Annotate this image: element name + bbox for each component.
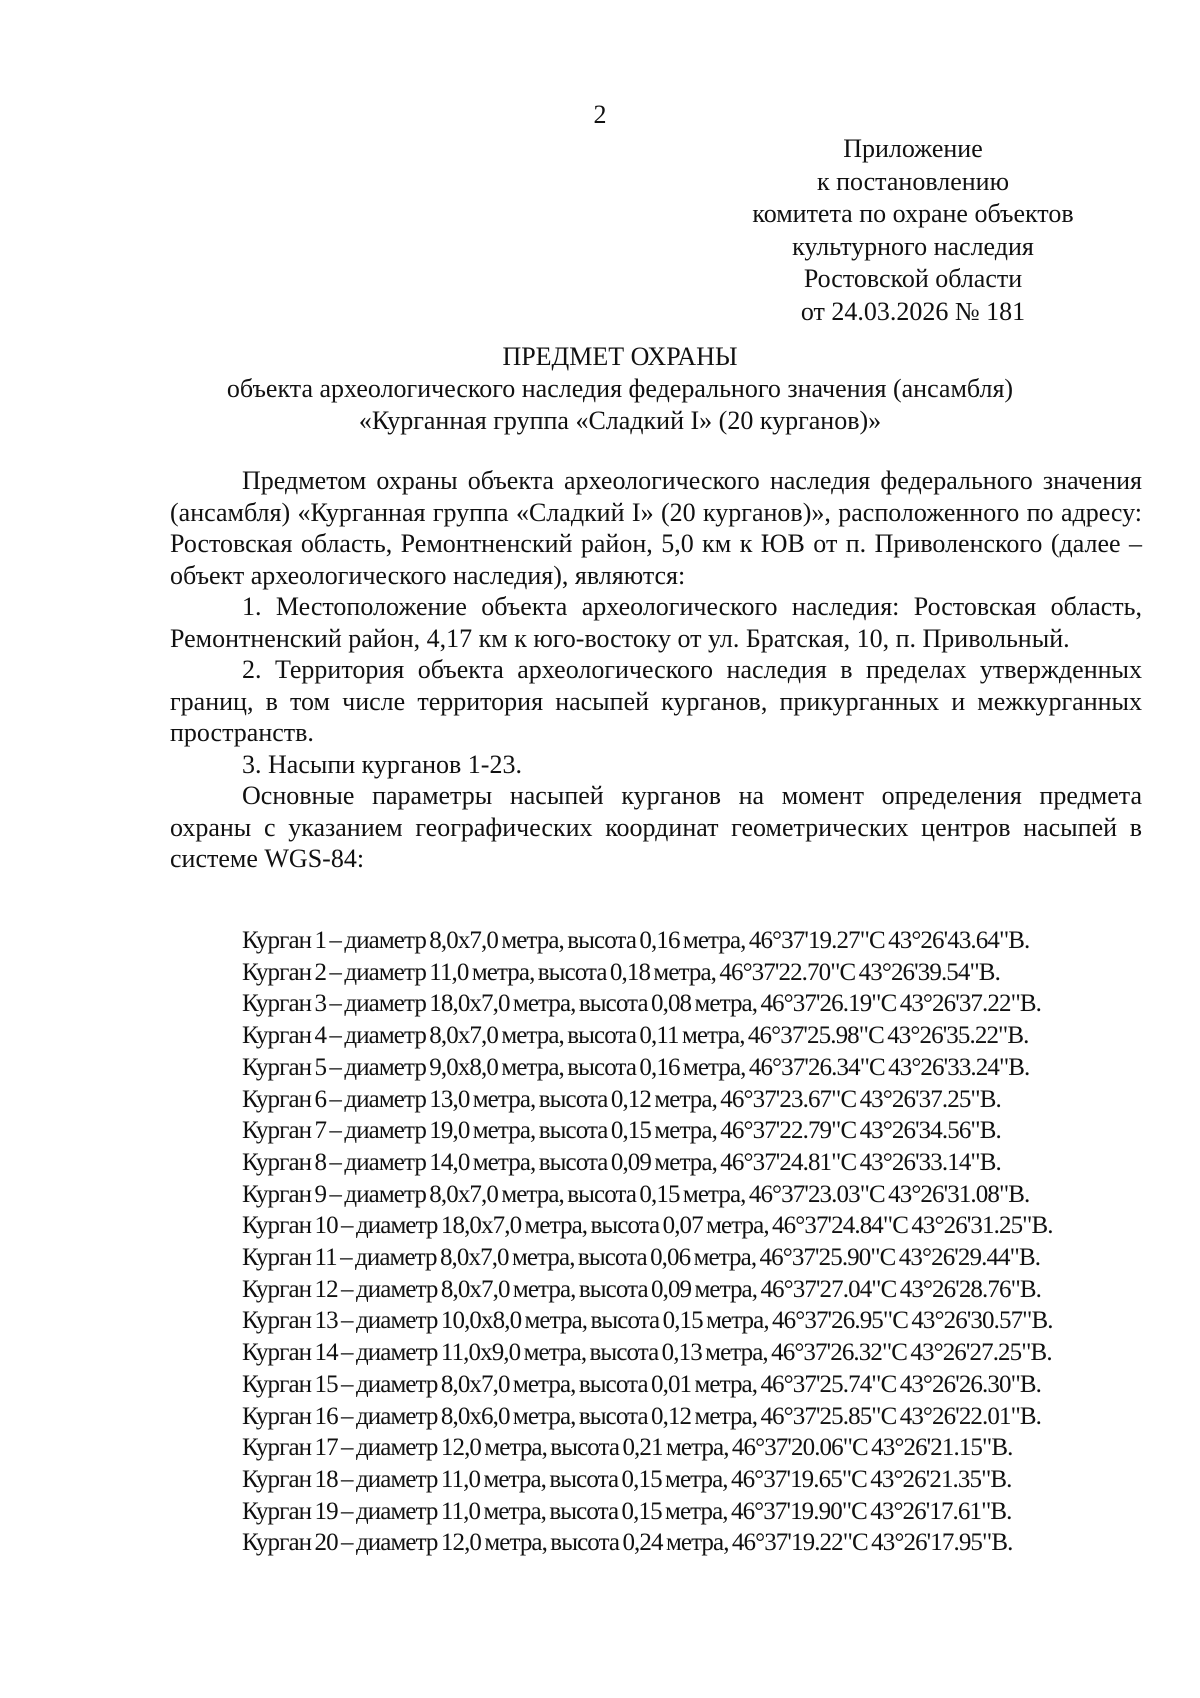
mound-list-item: Курган 1 – диаметр 8,0х7,0 метра, высота 0,16 метра, 46°37'19.27"С 43°26'43.64"В. [242,927,1030,954]
mound-list-item: Курган 17 – диаметр 12,0 метра, высота 0,21 метра, 46°37'20.06"С 43°26'21.15"В. [242,1434,1013,1462]
appendix-line: Ростовской области [803,264,1023,293]
mound-list-item: Курган 3 – диаметр 18,0х7,0 метра, высота 0,08 метра, 46°37'26.19"С 43°26'37.22"В. [242,990,1042,1018]
mound-list-item: Курган 12 – диаметр 8,0х7,0 метра, высота 0,09 метра, 46°37'27.04"С 43°26'28.76"В. [242,1275,1042,1303]
document-subtitle-line: объекта археологического наследия федерального значения (ансамбля) [226,374,1014,403]
appendix-line: культурного наследия [792,231,1034,261]
document-title-block [190,341,1050,437]
mound-list-item: Курган 18 – диаметр 11,0 метра, высота 0,15 метра, 46°37'19.65"С 43°26'21.35"В. [242,1465,1012,1493]
intro-paragraph: Предметом охраны объекта археологического наследия федерального значения (ансамбля) «Курганная группа «Сладкий I» (20 курганов)», расположенного по адресу: Ростовская область, Ремонтненский район, 5,0 км к ЮВ от п. Приволенского (далее – объект археологического наследия), являются: [170,466,1142,590]
document-subtitle-line: «Курганная группа «Сладкий I» (20 курганов)» [358,406,882,435]
mound-list-item: Курган 2 – диаметр 11,0 метра, высота 0,18 метра, 46°37'22.70"С 43°26'39.54"В. [242,958,1000,986]
page-number: 2 [593,100,607,129]
mound-list [242,925,1142,1559]
mound-list-item: Курган 20 – диаметр 12,0 метра, высота 0,24 метра, 46°37'19.22"С 43°26'17.95"В. [242,1529,1013,1557]
mound-list-item: Курган 11 – диаметр 8,0х7,0 метра, высота 0,06 метра, 46°37'25.90"С 43°26'29.44"В. [242,1244,1041,1272]
mound-list-item: Курган 4 – диаметр 8,0х7,0 метра, высота 0,11 метра, 46°37'25.98"С 43°26'35.22"В. [242,1022,1029,1050]
appendix-line: Приложение [843,134,983,163]
document-title: ПРЕДМЕТ ОХРАНЫ [502,342,738,371]
mound-list-item: Курган 9 – диаметр 8,0х7,0 метра, высота 0,15 метра, 46°37'23.03"С 43°26'31.08"В. [242,1180,1030,1208]
mound-list-item: Курган 6 – диаметр 13,0 метра, высота 0,12 метра, 46°37'23.67"С 43°26'37.25"В. [242,1085,1001,1113]
appendix-line: комитета по охране объектов [752,199,1074,228]
mound-list-item: Курган 14 – диаметр 11,0х9,0 метра, высота 0,13 метра, 46°37'26.32"С 43°26'27.25"В. [242,1339,1052,1367]
item-location-paragraph: 1. Местоположение объекта археологического наследия: Ростовская область, Ремонтненский район, 4,17 км к юго-востоку от ул. Братская, 10, п. Привольный. [170,592,1142,653]
mound-list-item: Курган 15 – диаметр 8,0х7,0 метра, высота 0,01 метра, 46°37'25.74"С 43°26'26.30"В. [242,1370,1042,1398]
item-territory-paragraph: 2. Территория объекта археологического наследия в пределах утвержденных границ, в том числе территория насыпей курганов, прикурганных и межкурганных пространств. [170,655,1142,747]
mound-list-item: Курган 16 – диаметр 8,0х6,0 метра, высота 0,12 метра, 46°37'25.85"С 43°26'22.01"В. [242,1402,1042,1430]
appendix-line: к постановлению [816,166,1010,196]
mound-list-item: Курган 5 – диаметр 9,0х8,0 метра, высота 0,16 метра, 46°37'26.34"С 43°26'33.24"В. [242,1053,1030,1081]
document-body [170,465,1142,875]
mound-list-item: Курган 13 – диаметр 10,0х8,0 метра, высота 0,15 метра, 46°37'26.95"С 43°26'30.57"В. [242,1307,1053,1335]
appendix-block [718,133,1108,328]
mound-list-item: Курган 8 – диаметр 14,0 метра, высота 0,09 метра, 46°37'24.81"С 43°26'33.14"В. [242,1148,1001,1176]
appendix-line: от 24.03.2026 № 181 [800,296,1026,326]
mound-list-item: Курган 10 – диаметр 18,0х7,0 метра, высота 0,07 метра, 46°37'24.84"С 43°26'31.25"В. [242,1212,1053,1240]
parameters-intro-paragraph: Основные параметры насыпей курганов на момент определения предмета охраны с указанием географических координат геометрических центров насыпей в системе WGS-84: [170,781,1142,873]
mound-list-item: Курган 7 – диаметр 19,0 метра, высота 0,15 метра, 46°37'22.79"С 43°26'34.56"В. [242,1117,1001,1145]
mound-list-item: Курган 19 – диаметр 11,0 метра, высота 0,15 метра, 46°37'19.90"С 43°26'17.61"В. [242,1497,1012,1525]
item-mounds-paragraph: 3. Насыпи курганов 1-23. [242,749,522,779]
